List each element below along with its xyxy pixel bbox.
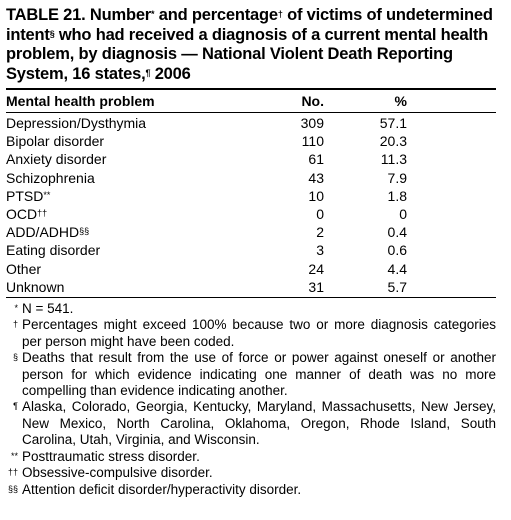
footnote	[6, 482, 496, 498]
row-percent: 0.4	[387, 224, 407, 241]
footnote-mark	[6, 317, 22, 350]
footnote-mark-text: ††	[7, 467, 18, 478]
row-label-text: ADD/ADHD	[6, 224, 80, 241]
table-row	[6, 223, 496, 241]
footnote-mark-text: ¶	[13, 401, 18, 412]
footnote	[6, 449, 496, 465]
row-label-sup: §§	[79, 226, 90, 237]
footnote-text: N = 541.	[22, 301, 74, 317]
footnote-text: Attention deficit disorder/hyperactivity disorder.	[22, 481, 302, 497]
footnote-text: Deaths that result from the use of force or power against oneself or another person for which evidence indicating one manner of death was no more compelling than evidence indicating another.	[22, 350, 496, 399]
table-row	[6, 260, 496, 278]
row-percent: 11.3	[380, 151, 407, 168]
table-row	[6, 150, 496, 168]
footnote-mark	[6, 465, 22, 481]
table-title	[6, 6, 496, 84]
row-percent: 0.6	[387, 242, 407, 259]
table-bottom-rule	[6, 297, 496, 298]
row-label	[6, 260, 246, 278]
row-percent: 0	[399, 206, 407, 223]
row-number: 43	[308, 169, 324, 186]
table-row	[6, 114, 496, 132]
row-label	[6, 150, 246, 168]
footnote	[6, 350, 496, 399]
row-label	[6, 132, 246, 150]
row-label-text: PTSD	[6, 187, 44, 204]
title-part: of victims of undetermined intent	[6, 6, 493, 44]
footnote-mark-text: §§	[7, 483, 18, 494]
table-header-row	[6, 90, 496, 112]
title-part: who had received a diagnosis of a current mental health problem, by diagnosis — National Violent Death Reporting System, 16 states,	[6, 25, 489, 83]
title-sup: *	[151, 9, 155, 19]
footnote	[6, 317, 496, 350]
title-sup: §	[49, 28, 55, 39]
table-row	[6, 278, 496, 296]
row-label-text: Eating disorder	[6, 242, 101, 259]
row-label	[6, 114, 246, 132]
footnote-mark	[6, 301, 22, 317]
row-percent: 1.8	[387, 187, 407, 204]
footnote-mark-text: †	[12, 319, 18, 330]
footnote-mark	[6, 399, 22, 448]
row-label-text: Unknown	[6, 278, 65, 295]
row-number: 31	[308, 278, 324, 295]
row-percent: 20.3	[379, 133, 407, 150]
table-row	[6, 132, 496, 150]
row-label	[6, 187, 246, 205]
row-percent: 7.9	[387, 169, 407, 186]
footnote-mark	[6, 350, 22, 399]
row-percent: 5.7	[387, 278, 407, 295]
title-part: 2006	[150, 64, 191, 83]
row-label	[6, 278, 246, 296]
footnote	[6, 301, 496, 317]
column-header-problem: Mental health problem	[6, 92, 155, 109]
row-number: 309	[300, 115, 324, 131]
data-table	[6, 88, 496, 298]
title-sup: †	[277, 9, 283, 19]
footnote-mark	[6, 449, 22, 465]
footnote-text: Posttraumatic stress disorder.	[22, 448, 200, 464]
row-label	[6, 205, 246, 223]
table-row	[6, 241, 496, 259]
footnote-mark-text: **	[10, 450, 18, 461]
footnote-mark-text: *	[14, 303, 18, 314]
document-page	[6, 6, 496, 498]
footnote	[6, 465, 496, 481]
table-body	[6, 113, 496, 297]
column-header-percent: %	[394, 92, 407, 109]
title-part: TABLE 21. Number	[6, 6, 152, 24]
title-sup: ¶	[145, 67, 151, 78]
footnote-mark-text: §	[12, 352, 18, 363]
footnote	[6, 399, 496, 448]
row-label-text: Bipolar disorder	[6, 133, 105, 150]
row-number: 0	[316, 206, 324, 223]
footnote-text: Alaska, Colorado, Georgia, Kentucky, Maryland, Massachusetts, New Jersey, New Mexico, North Carolina, Oklahoma, Oregon, Rhode Island, South Carolina, Utah, Virginia, and Wisconsin.	[22, 399, 496, 448]
column-header-number: No.	[301, 92, 324, 109]
row-percent: 57.1	[379, 115, 407, 131]
row-label-text: Other	[6, 260, 42, 277]
row-label-text: Depression/Dysthymia	[6, 115, 147, 131]
table-row	[6, 187, 496, 205]
row-label-sup: **	[43, 189, 51, 200]
row-label-text: OCD	[6, 206, 38, 223]
row-label-sup: ††	[37, 208, 48, 219]
row-number: 2	[316, 224, 324, 241]
row-number: 10	[308, 187, 324, 204]
row-number: 24	[308, 260, 324, 277]
row-number: 3	[316, 242, 324, 259]
row-label-text: Anxiety disorder	[6, 151, 107, 168]
row-number: 61	[308, 151, 324, 168]
row-percent: 4.4	[387, 260, 407, 277]
footnotes	[6, 301, 496, 498]
footnote-mark	[6, 482, 22, 498]
table-row	[6, 169, 496, 187]
footnote-text: Percentages might exceed 100% because two or more diagnosis categories per person might have been coded.	[22, 317, 496, 349]
footnote-text: Obsessive-compulsive disorder.	[22, 465, 213, 481]
row-label	[6, 223, 246, 241]
row-label	[6, 241, 246, 259]
table-row	[6, 205, 496, 223]
row-number: 110	[301, 133, 324, 150]
row-label	[6, 169, 246, 187]
row-label-text: Schizophrenia	[6, 169, 95, 186]
title-part: and percentage	[154, 6, 278, 24]
